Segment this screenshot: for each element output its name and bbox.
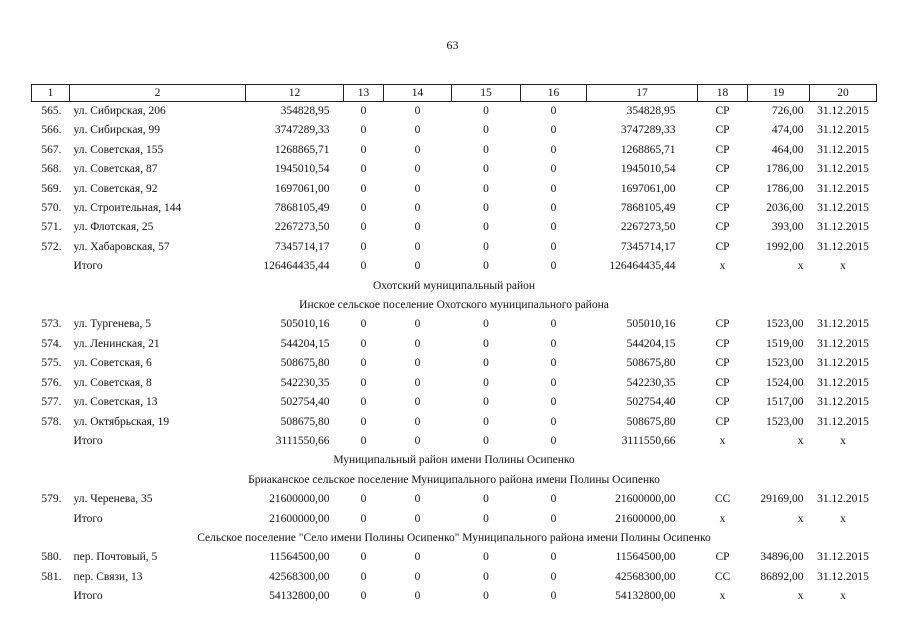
col-17-cell: 1697061,00 — [620, 182, 676, 195]
col-14-cell: 0 — [414, 396, 421, 409]
col-18-cell: СР — [715, 124, 730, 137]
col-17-cell: 7345714,17 — [620, 240, 676, 253]
col-19-cell: 1523,00 — [766, 318, 804, 331]
row-number-cell: 573. — [41, 318, 62, 331]
col-16-cell: 0 — [550, 143, 557, 156]
col-16-cell: 0 — [550, 551, 557, 564]
col-16-cell: 0 — [550, 240, 557, 253]
address-cell: пер. Почтовый, 5 — [73, 551, 158, 564]
col-14-cell: 0 — [414, 221, 421, 234]
col-18-cell: СР — [715, 376, 730, 389]
address-cell: Итого — [73, 434, 103, 447]
col-14-cell: 0 — [414, 182, 421, 195]
table-row — [32, 335, 877, 354]
address-cell: ул. Тургенева, 5 — [73, 318, 151, 331]
col-16-cell: 0 — [550, 182, 557, 195]
col-18-cell: СР — [715, 163, 730, 176]
table-row — [32, 374, 877, 393]
registry-table — [31, 84, 877, 607]
section-heading-row — [32, 451, 877, 470]
table-row — [32, 354, 877, 373]
col-15-cell: 0 — [483, 570, 489, 583]
col-18-cell: х — [719, 260, 726, 273]
col-20-cell: х — [840, 512, 846, 525]
table-row — [32, 238, 877, 257]
col-15-cell: 0 — [483, 337, 489, 350]
col-15-cell: 0 — [483, 376, 489, 389]
col-14-cell: 0 — [414, 240, 421, 253]
section-heading-row — [32, 529, 877, 548]
col-13-cell: 0 — [360, 240, 367, 253]
col-20-cell: 31.12.2015 — [817, 318, 869, 331]
col-12-cell: 502754,40 — [280, 396, 330, 409]
row-number-cell: 574. — [41, 337, 62, 350]
section-heading-row — [32, 296, 877, 315]
col-13-cell: 0 — [360, 182, 367, 195]
col-18-cell: СС — [714, 570, 731, 583]
col-13-cell: 0 — [360, 318, 367, 331]
col-15-cell: 0 — [483, 551, 489, 564]
col-14-cell: 0 — [414, 202, 421, 215]
row-number-cell — [32, 257, 70, 276]
address-cell: ул. Флотская, 25 — [73, 221, 154, 234]
col-14-cell: 0 — [414, 512, 421, 525]
col-17-cell: 1945010,54 — [620, 163, 676, 176]
col-20-cell: 31.12.2015 — [817, 357, 869, 370]
row-number-cell: 568. — [41, 163, 62, 176]
address-cell: Итого — [73, 260, 103, 273]
col-17-cell: 544204,15 — [626, 337, 676, 350]
row-number-cell: 571. — [41, 221, 62, 234]
col-20-cell: х — [840, 434, 846, 447]
col-17-cell: 3111550,66 — [621, 434, 676, 447]
col-15-cell: 0 — [483, 163, 489, 176]
col-18-cell: х — [719, 512, 726, 525]
col-19-cell: 1992,00 — [766, 240, 804, 253]
row-number-cell: 580. — [41, 551, 62, 564]
col-14-cell: 0 — [414, 105, 421, 117]
col-17-cell: 126464435,44 — [609, 260, 676, 273]
row-number-cell — [32, 587, 70, 606]
address-cell: ул. Советская, 13 — [73, 396, 158, 409]
col-15-cell: 0 — [483, 590, 489, 603]
row-number-cell: 567. — [41, 143, 62, 156]
col-19-cell: 1786,00 — [766, 163, 804, 176]
col-13-cell: 0 — [360, 221, 367, 234]
col-18-cell: СР — [715, 396, 730, 409]
address-cell: ул. Октябрьская, 19 — [73, 415, 170, 428]
section-heading-row — [32, 277, 877, 296]
col-16-cell: 0 — [550, 415, 557, 428]
col-13-cell: 0 — [360, 357, 367, 370]
col-18-cell: СР — [715, 240, 730, 253]
address-cell: ул. Советская, 155 — [73, 143, 164, 156]
col-16-cell: 0 — [550, 105, 557, 117]
col-16-cell: 0 — [550, 163, 557, 176]
col-12-cell: 126464435,44 — [263, 260, 330, 273]
col-12-cell: 508675,80 — [280, 415, 330, 428]
col-19-cell: х — [797, 260, 804, 273]
col-18-cell: СР — [715, 143, 730, 156]
col-12-cell: 54132800,00 — [269, 590, 330, 603]
col-15-cell: 0 — [483, 202, 489, 215]
col-14-cell: 0 — [414, 551, 421, 564]
col-20-cell: 31.12.2015 — [817, 182, 869, 195]
col-16-cell: 0 — [550, 221, 557, 234]
col-13-cell: 0 — [360, 415, 367, 428]
section-heading: Инское сельское поселение Охотского муниципального района — [299, 299, 609, 312]
col-17-cell: 1268865,71 — [620, 143, 676, 156]
address-cell: ул. Советская, 87 — [73, 163, 158, 176]
col-12-cell: 7868105,49 — [274, 202, 330, 215]
col-12-cell: 21600000,00 — [269, 512, 330, 525]
column-header-20: 20 — [810, 85, 877, 102]
col-13-cell: 0 — [360, 376, 367, 389]
col-14-cell: 0 — [414, 415, 421, 428]
address-cell: ул. Советская, 6 — [73, 357, 152, 370]
address-cell: ул. Строительная, 144 — [73, 202, 182, 215]
address-cell: ул. Сибирская, 99 — [73, 124, 160, 137]
col-18-cell: СР — [715, 105, 730, 117]
col-18-cell: СР — [715, 182, 730, 195]
col-15-cell: 0 — [483, 221, 489, 234]
col-14-cell: 0 — [414, 376, 421, 389]
col-12-cell: 1697061,00 — [274, 182, 330, 195]
col-15-cell: 0 — [483, 318, 489, 331]
col-17-cell: 542230,35 — [626, 376, 676, 389]
col-18-cell: СР — [715, 221, 730, 234]
col-13-cell: 0 — [360, 434, 367, 447]
column-header-18: 18 — [698, 85, 748, 102]
col-17-cell: 42568300,00 — [615, 570, 676, 583]
table-row — [32, 199, 877, 218]
address-cell: Итого — [73, 590, 103, 603]
col-19-cell: 726,00 — [771, 105, 804, 117]
col-12-cell: 21600000,00 — [269, 493, 330, 506]
col-13-cell: 0 — [360, 551, 367, 564]
col-14-cell: 0 — [414, 357, 421, 370]
col-14-cell: 0 — [414, 260, 421, 273]
col-17-cell: 508675,80 — [626, 357, 676, 370]
col-14-cell: 0 — [414, 493, 421, 506]
col-16-cell: 0 — [550, 434, 557, 447]
col-19-cell: 474,00 — [771, 124, 804, 137]
col-14-cell: 0 — [414, 434, 421, 447]
total-row — [32, 510, 877, 529]
col-17-cell: 7868105,49 — [620, 202, 676, 215]
row-number-cell: 575. — [41, 357, 62, 370]
col-13-cell: 0 — [360, 163, 367, 176]
row-number-cell: 581. — [41, 570, 62, 583]
col-13-cell: 0 — [360, 337, 367, 350]
table-row — [32, 548, 877, 567]
col-18-cell: СС — [714, 493, 731, 506]
col-17-cell: 502754,40 — [626, 396, 676, 409]
row-number-cell: 576. — [41, 376, 62, 389]
row-number-cell: 565. — [41, 105, 62, 117]
col-15-cell: 0 — [483, 124, 489, 137]
col-13-cell: 0 — [360, 260, 367, 273]
col-17-cell: 21600000,00 — [615, 493, 676, 506]
row-number-cell: 572. — [41, 240, 62, 253]
col-20-cell: 31.12.2015 — [817, 337, 869, 350]
col-15-cell: 0 — [483, 415, 489, 428]
col-15-cell: 0 — [483, 240, 489, 253]
col-14-cell: 0 — [414, 318, 421, 331]
col-20-cell: 31.12.2015 — [817, 221, 869, 234]
col-20-cell: 31.12.2015 — [817, 376, 869, 389]
col-16-cell: 0 — [550, 337, 557, 350]
col-15-cell: 0 — [483, 396, 489, 409]
col-18-cell: СР — [715, 551, 730, 564]
col-16-cell: 0 — [550, 512, 557, 525]
column-header-12: 12 — [246, 85, 344, 102]
address-cell: ул. Хабаровская, 57 — [73, 240, 170, 253]
col-16-cell: 0 — [550, 493, 557, 506]
col-16-cell: 0 — [550, 357, 557, 370]
table-row — [32, 180, 877, 199]
col-16-cell: 0 — [550, 590, 557, 603]
table-row — [32, 568, 877, 587]
address-cell: ул. Ленинская, 21 — [73, 337, 160, 350]
table-row — [32, 393, 877, 412]
col-19-cell: 29169,00 — [760, 493, 804, 506]
col-17-cell: 2267273,50 — [620, 221, 676, 234]
column-header-15: 15 — [452, 85, 521, 102]
col-14-cell: 0 — [414, 570, 421, 583]
col-12-cell: 2267273,50 — [274, 221, 330, 234]
address-cell: пер. Связи, 13 — [73, 570, 143, 583]
col-17-cell: 54132800,00 — [615, 590, 676, 603]
table-header-row — [32, 85, 877, 102]
column-header-1: 1 — [32, 85, 70, 102]
col-20-cell: х — [840, 260, 846, 273]
col-13-cell: 0 — [360, 105, 367, 117]
col-12-cell: 3111550,66 — [275, 434, 330, 447]
table-body — [32, 102, 877, 607]
col-12-cell: 505010,16 — [280, 318, 330, 331]
section-heading: Сельское поселение "Село имени Полины Осипенко" Муниципального района имени Полины Осипенко — [197, 531, 711, 544]
col-15-cell: 0 — [483, 260, 489, 273]
col-15-cell: 0 — [483, 105, 489, 117]
col-12-cell: 7345714,17 — [274, 240, 330, 253]
col-19-cell: 1523,00 — [766, 415, 804, 428]
table-row — [32, 141, 877, 160]
col-13-cell: 0 — [360, 570, 367, 583]
col-20-cell: 31.12.2015 — [817, 163, 869, 176]
col-16-cell: 0 — [550, 570, 557, 583]
address-cell: ул. Советская, 8 — [73, 376, 152, 389]
col-19-cell: 464,00 — [771, 143, 804, 156]
row-number-cell: 569. — [41, 182, 62, 195]
table-row — [32, 160, 877, 179]
col-18-cell: СР — [715, 318, 730, 331]
col-19-cell: 1786,00 — [766, 182, 804, 195]
col-15-cell: 0 — [483, 182, 489, 195]
col-12-cell: 11564500,00 — [269, 551, 330, 564]
column-header-19: 19 — [748, 85, 810, 102]
col-12-cell: 508675,80 — [280, 357, 330, 370]
section-heading-row — [32, 471, 877, 490]
address-cell: ул. Черенева, 35 — [73, 493, 153, 506]
col-14-cell: 0 — [414, 124, 421, 137]
col-18-cell: х — [719, 434, 726, 447]
address-cell: ул. Советская, 92 — [73, 182, 158, 195]
col-14-cell: 0 — [414, 337, 421, 350]
col-16-cell: 0 — [550, 396, 557, 409]
col-13-cell: 0 — [360, 124, 367, 137]
col-12-cell: 1945010,54 — [274, 163, 330, 176]
col-14-cell: 0 — [414, 163, 421, 176]
col-18-cell: СР — [715, 415, 730, 428]
col-18-cell: х — [719, 590, 726, 603]
table-row — [32, 102, 877, 122]
col-12-cell: 3747289,33 — [274, 124, 330, 137]
col-12-cell: 544204,15 — [280, 337, 330, 350]
col-19-cell: 1524,00 — [766, 376, 804, 389]
col-12-cell: 354828,95 — [280, 105, 330, 117]
col-20-cell: 31.12.2015 — [817, 105, 869, 117]
col-17-cell: 21600000,00 — [615, 512, 676, 525]
column-header-2: 2 — [70, 85, 246, 102]
col-15-cell: 0 — [483, 143, 489, 156]
col-18-cell: СР — [715, 202, 730, 215]
col-13-cell: 0 — [360, 143, 367, 156]
address-cell: Итого — [73, 512, 103, 525]
col-14-cell: 0 — [414, 590, 421, 603]
section-heading: Бриаканское сельское поселение Муниципального района имени Полины Осипенко — [248, 473, 660, 486]
col-13-cell: 0 — [360, 493, 367, 506]
col-13-cell: 0 — [360, 396, 367, 409]
col-19-cell: х — [797, 512, 804, 525]
col-20-cell: 31.12.2015 — [817, 415, 869, 428]
col-19-cell: 34896,00 — [760, 551, 804, 564]
col-15-cell: 0 — [483, 512, 489, 525]
row-number-cell: 578. — [41, 415, 62, 428]
section-heading: Охотский муниципальный район — [372, 279, 536, 292]
column-header-17: 17 — [587, 85, 698, 102]
col-12-cell: 1268865,71 — [274, 143, 330, 156]
total-row — [32, 257, 877, 276]
column-header-16: 16 — [521, 85, 587, 102]
table-row — [32, 413, 877, 432]
col-19-cell: 393,00 — [771, 221, 804, 234]
section-heading: Муниципальный район имени Полины Осипенко — [333, 454, 575, 467]
col-16-cell: 0 — [550, 202, 557, 215]
col-13-cell: 0 — [360, 512, 367, 525]
col-20-cell: 31.12.2015 — [817, 551, 869, 564]
page-number: 63 — [446, 38, 459, 52]
address-cell: ул. Сибирская, 206 — [73, 105, 166, 117]
table-row — [32, 490, 877, 509]
col-20-cell: 31.12.2015 — [817, 570, 869, 583]
col-19-cell: 1523,00 — [766, 357, 804, 370]
col-19-cell: 1517,00 — [766, 396, 804, 409]
col-20-cell: х — [840, 590, 846, 603]
col-20-cell: 31.12.2015 — [817, 202, 869, 215]
col-20-cell: 31.12.2015 — [817, 396, 869, 409]
table-row — [32, 315, 877, 334]
col-20-cell: 31.12.2015 — [817, 124, 869, 137]
col-19-cell: 86892,00 — [760, 570, 804, 583]
table-row — [32, 121, 877, 140]
row-number-cell — [32, 432, 70, 451]
row-number-cell: 577. — [41, 396, 62, 409]
col-19-cell: 1519,00 — [766, 337, 804, 350]
row-number-cell: 579. — [41, 493, 62, 506]
col-17-cell: 3747289,33 — [620, 124, 676, 137]
col-18-cell: СР — [715, 357, 730, 370]
total-row — [32, 432, 877, 451]
row-number-cell — [32, 510, 70, 529]
col-19-cell: х — [797, 590, 804, 603]
col-16-cell: 0 — [550, 124, 557, 137]
col-12-cell: 542230,35 — [280, 376, 330, 389]
column-header-13: 13 — [344, 85, 384, 102]
col-12-cell: 42568300,00 — [269, 570, 330, 583]
col-13-cell: 0 — [360, 202, 367, 215]
column-header-14: 14 — [384, 85, 452, 102]
col-16-cell: 0 — [550, 376, 557, 389]
table-row — [32, 218, 877, 237]
row-number-cell: 570. — [41, 202, 62, 215]
col-16-cell: 0 — [550, 260, 557, 273]
col-19-cell: х — [797, 434, 804, 447]
total-row — [32, 587, 877, 606]
col-17-cell: 505010,16 — [626, 318, 676, 331]
col-20-cell: 31.12.2015 — [817, 240, 869, 253]
col-14-cell: 0 — [414, 143, 421, 156]
col-15-cell: 0 — [483, 493, 489, 506]
col-17-cell: 508675,80 — [626, 415, 676, 428]
col-17-cell: 354828,95 — [626, 105, 676, 117]
row-number-cell: 566. — [41, 124, 62, 137]
col-18-cell: СР — [715, 337, 730, 350]
col-16-cell: 0 — [550, 318, 557, 331]
col-19-cell: 2036,00 — [766, 202, 804, 215]
col-15-cell: 0 — [483, 357, 489, 370]
col-17-cell: 11564500,00 — [615, 551, 676, 564]
col-20-cell: 31.12.2015 — [817, 143, 869, 156]
col-15-cell: 0 — [483, 434, 489, 447]
col-20-cell: 31.12.2015 — [817, 493, 869, 506]
col-13-cell: 0 — [360, 590, 367, 603]
